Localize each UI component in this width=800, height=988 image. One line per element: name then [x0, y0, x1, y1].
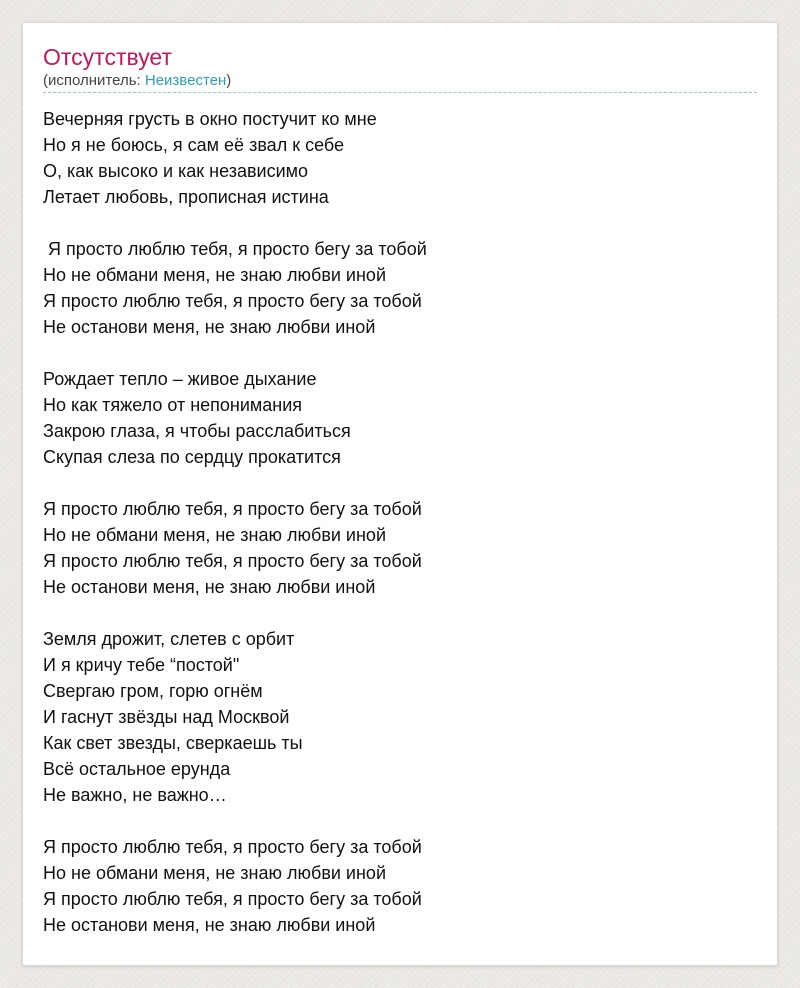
lyrics-line: Скупая слеза по сердцу прокатится: [43, 447, 341, 467]
lyrics-line: Но не обмани меня, не знаю любви иной: [43, 525, 386, 545]
lyrics-line: Не останови меня, не знаю любви иной: [43, 577, 376, 597]
lyrics-line: Но я не боюсь, я сам её звал к себе: [43, 135, 344, 155]
lyrics-line: О, как высоко и как независимо: [43, 161, 309, 181]
lyrics-line: Я просто люблю тебя, я просто бегу за тобой: [43, 291, 422, 311]
lyrics-stanza: [43, 834, 757, 938]
lyrics-line: Но как тяжело от непонимания: [43, 395, 303, 415]
lyrics-line: Я просто люблю тебя, я просто бегу за тобой: [43, 239, 427, 259]
artist-link[interactable]: Неизвестен: [144, 72, 227, 89]
lyrics-line: Не важно, не важно…: [43, 785, 227, 805]
lyrics-line: Всё остальное ерунда: [43, 759, 231, 779]
lyrics-line: Я просто люблю тебя, я просто бегу за тобой: [43, 551, 422, 571]
song-title: Отсутствует: [43, 44, 172, 70]
lyrics-line: И я кричу тебе “постой": [43, 655, 240, 675]
lyrics-line: Вечерняя грусть в окно постучит ко мне: [43, 109, 377, 129]
artist-suffix: ): [226, 72, 232, 89]
lyrics-stanza: [43, 496, 757, 600]
lyrics-card: [22, 22, 778, 966]
lyrics-line: Как свет звезды, сверкаешь ты: [43, 733, 303, 753]
lyrics-line: Не останови меня, не знаю любви иной: [43, 317, 376, 337]
lyrics-stanza: [43, 626, 757, 808]
lyrics-line: Я просто люблю тебя, я просто бегу за тобой: [43, 837, 422, 857]
lyrics-line: Закрою глаза, я чтобы расслабиться: [43, 421, 351, 441]
artist-line: [43, 71, 757, 93]
lyrics-stanza: [43, 236, 757, 340]
lyrics-line: Земля дрожит, слетев с орбит: [43, 629, 295, 649]
lyrics-stanza: [43, 106, 757, 210]
lyrics-stanza: [43, 366, 757, 470]
lyrics-line: Я просто люблю тебя, я просто бегу за тобой: [43, 889, 422, 909]
lyrics-line: И гаснут звёзды над Москвой: [43, 707, 290, 727]
lyrics-line: Рождает тепло – живое дыхание: [43, 369, 317, 389]
lyrics-line: Свергаю гром, горю огнём: [43, 681, 263, 701]
lyrics-line: Летает любовь, прописная истина: [43, 187, 329, 207]
artist-prefix: (исполнитель:: [43, 72, 145, 89]
lyrics-line: Не останови меня, не знаю любви иной: [43, 915, 376, 935]
lyrics-line: Но не обмани меня, не знаю любви иной: [43, 863, 386, 883]
lyrics-line: Я просто люблю тебя, я просто бегу за тобой: [43, 499, 422, 519]
lyrics-line: Но не обмани меня, не знаю любви иной: [43, 265, 386, 285]
lyrics-body: [43, 106, 757, 938]
